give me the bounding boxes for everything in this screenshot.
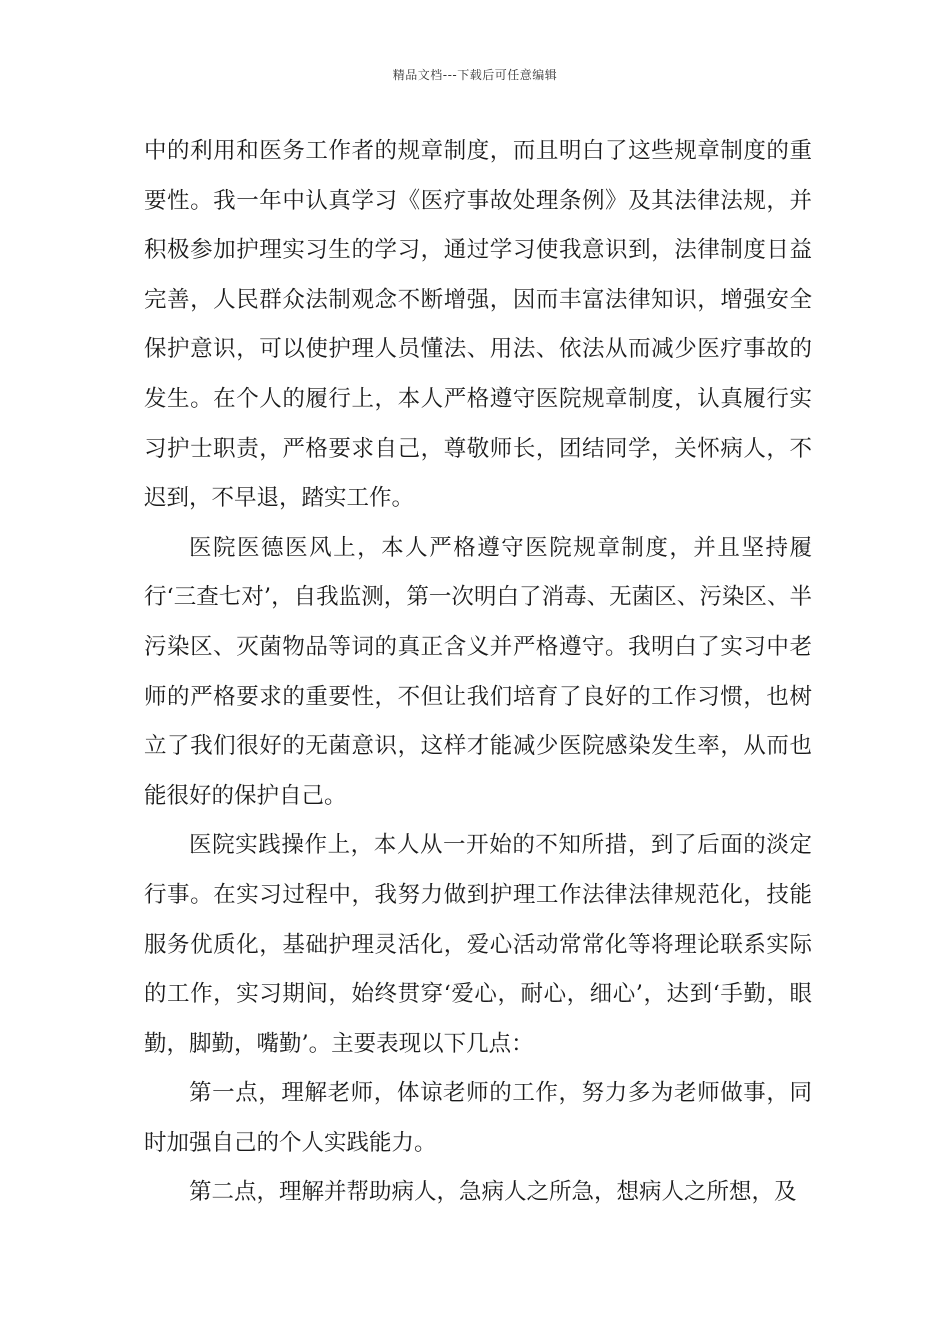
paragraph-2: 医院医德医风上，本人严格遵守医院规章制度，并且坚持履行‘三查七对’，自我监测，第一次明白了消毒、无菌区、污染区、半污染区、灭菌物品等词的真正含义并严格遵守。我明白了实习中老师的严格要求的重要性，不但让我们培育了良好的工作习惯，也树立了我们很好的无菌意识，这样才能减少医院感染发生率，从而也能很好的保护自己。	[144, 534, 812, 809]
paragraph-3: 医院实践操作上，本人从一开始的不知所措，到了后面的淡定行事。在实习过程中，我努力做到护理工作法律法律规范化，技能服务优质化，基础护理灵活化，爱心活动常常化等将理论联系实际的工作，实习期间，始终贯穿‘爱心，耐心，细心’，达到‘手勤，眼勤，脚勤，嘴勤’。主要表现以下几点：	[144, 832, 812, 1057]
document-body	[144, 127, 812, 1218]
paragraph-1: 中的利用和医务工作者的规章制度，而且明白了这些规章制度的重要性。我一年中认真学习《医疗事故处理条例》及其法律法规，并积极参加护理实习生的学习，通过学习使我意识到，法律制度日益完善，人民群众法制观念不断增强，因而丰富法律知识，增强安全保护意识，可以使护理人员懂法、用法、依法从而减少医疗事故的发生。在个人的履行上，本人严格遵守医院规章制度，认真履行实习护士职责，严格要求自己，尊敬师长，团结同学，关怀病人，不迟到，不早退，踏实工作。	[144, 138, 812, 512]
paragraph-5: 第二点，理解并帮助病人，急病人之所急，想病人之所想，及	[189, 1179, 797, 1206]
page-header: 精品文档---下载后可任意编辑	[392, 68, 558, 82]
paragraph-4: 第一点，理解老师，体谅老师的工作，努力多为老师做事，同时加强自己的个人实践能力。	[144, 1080, 812, 1156]
